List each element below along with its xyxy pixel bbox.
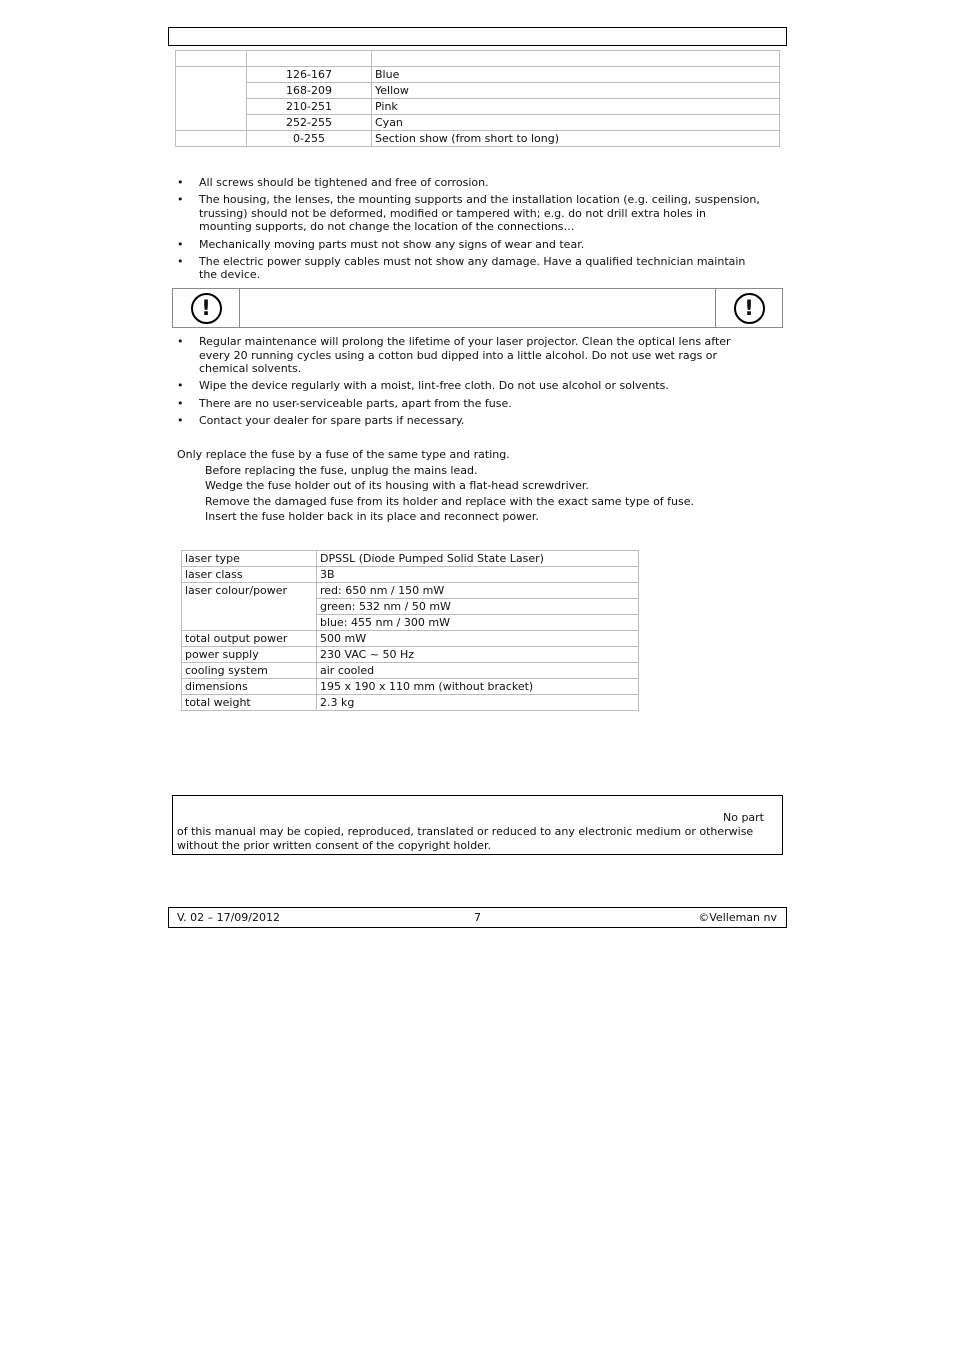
exclamation-circle-icon: !: [734, 293, 765, 324]
spec-key-cell: laser type: [182, 551, 317, 567]
bullet-icon: •: [177, 379, 184, 393]
spec-value-cell: 500 mW: [317, 631, 639, 647]
bullet-icon: •: [177, 176, 184, 189]
table-row: [176, 99, 780, 115]
spec-key-cell: laser colour/power: [182, 583, 317, 631]
list-item: Remove the damaged fuse from its holder and replace with the exact same type of fuse.: [205, 494, 695, 508]
table-row: [176, 51, 780, 67]
copyright-notice-box: [172, 795, 783, 855]
dmx-range-cell: 168-209: [247, 83, 372, 99]
list-item-text: Contact your dealer for spare parts if necessary.: [199, 413, 465, 427]
spec-value-cell: DPSSL (Diode Pumped Solid State Laser): [317, 551, 639, 567]
list-item-text: There are no user-serviceable parts, apart from the fuse.: [199, 396, 512, 410]
warning-cell-right: [715, 289, 782, 327]
specifications-table: [181, 550, 639, 711]
list-item-text: Regular maintenance will prolong the lifetime of your laser projector. Clean the optical lens after every 20 running cycles using a cotton bud dipped into a little alcohol. Do not use wet rags or chemical solvents.: [199, 335, 731, 376]
dmx-range-cell: 210-251: [247, 99, 372, 115]
spec-key-cell: total output power: [182, 631, 317, 647]
list-item-text: The housing, the lenses, the mounting supports and the installation location (e.g. ceiling, suspension, trussing) should not be deformed, modified or tampered with; e.g. do not drill extra holes in mounting supports, do not change the location of the connections…: [199, 193, 760, 234]
spec-key-cell: laser class: [182, 567, 317, 583]
bullet-icon: •: [177, 254, 184, 268]
table-row: [176, 67, 780, 83]
table-row: [176, 131, 780, 147]
list-item-text: Wipe the device regularly with a moist, lint-free cloth. Do not use alcohol or solvents.: [199, 379, 669, 393]
table-cell: [176, 51, 247, 67]
list-item-text: The electric power supply cables must not show any damage. Have a qualified technician maintain the device.: [199, 254, 746, 282]
spec-value-cell: 2.3 kg: [317, 695, 639, 711]
spec-key-cell: cooling system: [182, 663, 317, 679]
list-item-text: All screws should be tightened and free of corrosion.: [199, 176, 489, 189]
dmx-channel-table: [175, 50, 780, 147]
bullet-icon: •: [177, 193, 184, 207]
list-item: [177, 238, 777, 252]
fuse-intro-text: Only replace the fuse by a fuse of the same type and rating.: [177, 448, 510, 461]
spec-value-cell: blue: 455 nm / 300 mW: [317, 615, 639, 631]
maintenance-list: [177, 335, 777, 431]
table-row: [182, 663, 639, 679]
table-row: [182, 695, 639, 711]
table-cell: [176, 67, 247, 131]
bullet-icon: •: [177, 237, 184, 251]
list-item: Insert the fuse holder back in its place and reconnect power.: [205, 509, 539, 523]
list-item: [177, 255, 777, 282]
spec-value-cell: 195 x 190 x 110 mm (without bracket): [317, 679, 639, 695]
list-item: Wedge the fuse holder out of its housing with a flat-head screwdriver.: [205, 479, 589, 493]
table-cell: [176, 131, 247, 147]
table-row: [176, 83, 780, 99]
spec-key-cell: total weight: [182, 695, 317, 711]
list-item: [177, 193, 777, 234]
dmx-function-cell: Blue: [372, 67, 780, 83]
list-item: [177, 397, 777, 411]
list-item-text: Mechanically moving parts must not show any signs of wear and tear.: [199, 237, 585, 251]
dmx-range-cell: [247, 51, 372, 67]
spec-value-cell: air cooled: [317, 663, 639, 679]
warning-cell-left: [173, 289, 240, 327]
spec-value-cell: red: 650 nm / 150 mW: [317, 583, 639, 599]
page-header-box: [168, 27, 787, 46]
spec-value-cell: 3B: [317, 567, 639, 583]
dmx-range-cell: 126-167: [247, 67, 372, 83]
inspection-list: [177, 176, 777, 286]
dmx-range-cell: 0-255: [247, 131, 372, 147]
bullet-icon: •: [177, 396, 184, 410]
table-row: [182, 583, 639, 599]
spec-value-cell: 230 VAC ~ 50 Hz: [317, 647, 639, 663]
page-footer: [168, 907, 787, 928]
list-item: [177, 379, 777, 393]
footer-version: V. 02 – 17/09/2012: [177, 911, 280, 924]
dmx-function-cell: Pink: [372, 99, 780, 115]
copyright-text-line1: No part: [722, 811, 764, 824]
table-row: [182, 567, 639, 583]
warning-box: [172, 288, 783, 328]
table-row: [182, 679, 639, 695]
table-row: [182, 551, 639, 567]
spec-key-cell: power supply: [182, 647, 317, 663]
footer-page-number: 7: [474, 911, 481, 924]
dmx-function-cell: Cyan: [372, 115, 780, 131]
table-row: [182, 647, 639, 663]
footer-company: ©Velleman nv: [698, 911, 777, 924]
dmx-function-cell: Section show (from short to long): [372, 131, 780, 147]
bullet-icon: •: [177, 413, 184, 427]
fuse-steps-list: [205, 463, 694, 524]
exclamation-circle-icon: !: [191, 293, 222, 324]
copyright-text-body: of this manual may be copied, reproduced, translated or reduced to any electronic medium or otherwise without the prior written consent of the copyright holder.: [177, 825, 754, 852]
list-item: [177, 335, 777, 376]
list-item: [177, 414, 777, 428]
list-item: Before replacing the fuse, unplug the mains lead.: [205, 464, 478, 477]
list-item: [177, 176, 777, 190]
bullet-icon: •: [177, 335, 184, 348]
dmx-range-cell: 252-255: [247, 115, 372, 131]
table-row: [182, 631, 639, 647]
dmx-function-cell: [372, 51, 780, 67]
spec-key-cell: dimensions: [182, 679, 317, 695]
spec-value-cell: green: 532 nm / 50 mW: [317, 599, 639, 615]
table-row: [176, 115, 780, 131]
dmx-function-cell: Yellow: [372, 83, 780, 99]
